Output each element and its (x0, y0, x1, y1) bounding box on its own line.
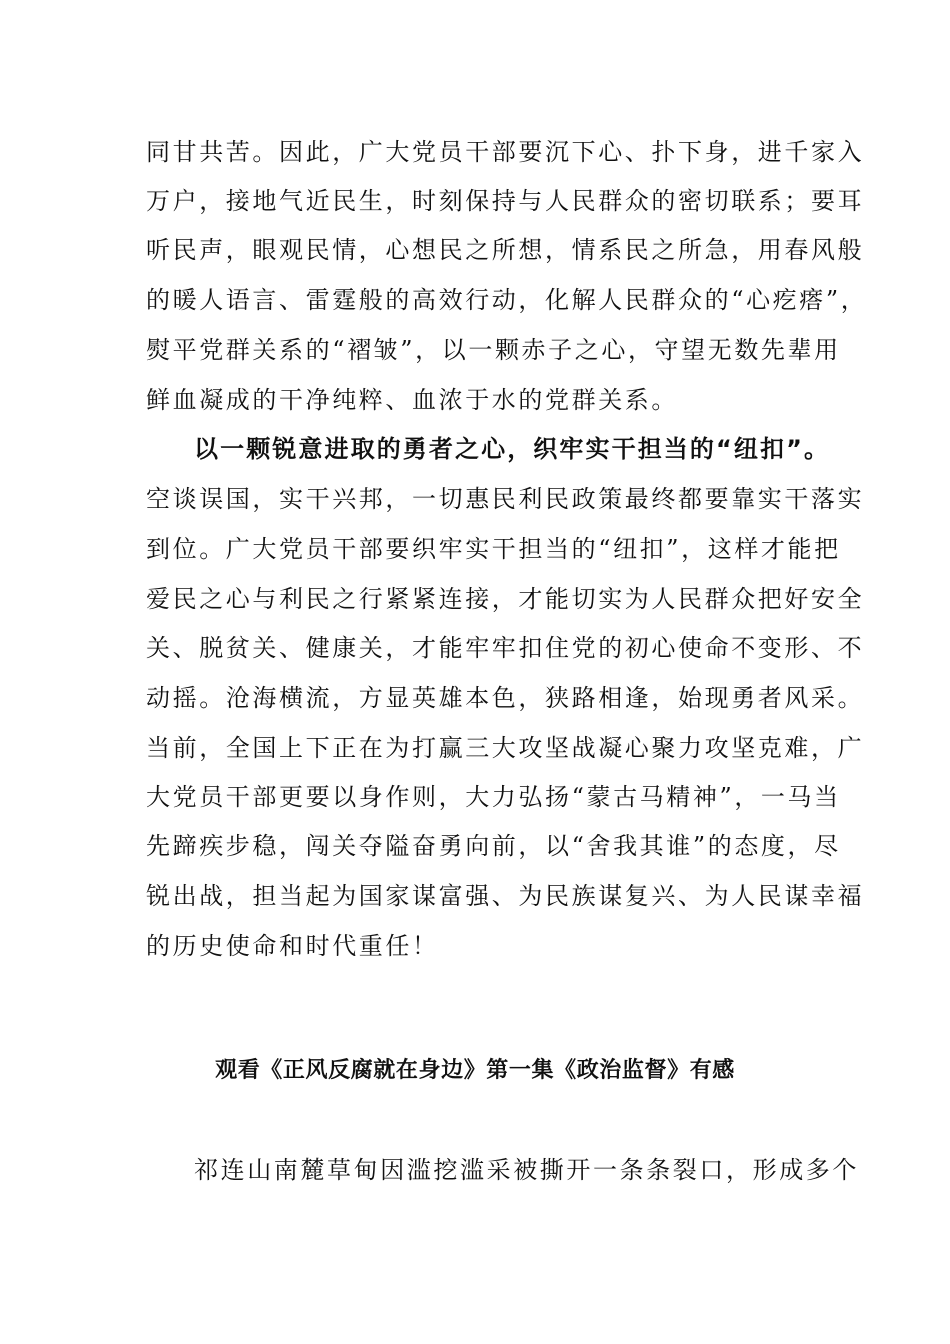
paragraph-2-line-9: 锐出战，担当起为国家谋富强、为民族谋复兴、为人民谋幸福 (146, 882, 865, 910)
paragraph-2-line-2: 到位。广大党员干部要织牢实干担当的“纽扣”，这样才能把 (146, 535, 841, 563)
paragraph-2-line-8: 先蹄疾步稳，闯关夺隘奋勇向前，以“舍我其谁”的态度，尽 (146, 832, 841, 860)
paragraph-1-line-4: 的暖人语言、雷霆般的高效行动，化解人民群众的“心疙瘩”， (146, 286, 868, 314)
article-first-line: 祁连山南麓草甸因滥挖滥采被撕开一条条裂口，形成多个 (194, 1156, 859, 1184)
paragraph-2-line-5: 动摇。沧海横流，方显英雄本色，狭路相逢，始现勇者风采。 (146, 684, 865, 712)
paragraph-2-line-1: 空谈误国，实干兴邦，一切惠民利民政策最终都要靠实干落实 (146, 485, 865, 513)
paragraph-1-line-3: 听民声，眼观民情，心想民之所想，情系民之所急，用春风般 (146, 236, 865, 264)
paragraph-2-heading: 以一颗锐意进取的勇者之心，织牢实干担当的“纽扣”。 (194, 435, 831, 463)
paragraph-1-line-1: 同甘共苦。因此，广大党员干部要沉下心、扑下身，进千家入 (146, 138, 865, 166)
paragraph-1-line-6: 鲜血凝成的干净纯粹、血浓于水的党群关系。 (146, 386, 678, 414)
paragraph-2-line-10: 的历史使命和时代重任！ (146, 932, 439, 960)
paragraph-1-line-2: 万户，接地气近民生，时刻保持与人民群众的密切联系；要耳 (146, 187, 865, 215)
paragraph-2-line-3: 爱民之心与利民之行紧紧连接，才能切实为人民群众把好安全 (146, 585, 865, 613)
paragraph-2-line-7: 大党员干部更要以身作则，大力弘扬“蒙古马精神”，一马当 (146, 783, 841, 811)
paragraph-1-line-5: 熨平党群关系的“褶皱”，以一颗赤子之心，守望无数先辈用 (146, 336, 841, 364)
paragraph-2-line-6: 当前，全国上下正在为打赢三大攻坚战凝心聚力攻坚克难，广 (146, 734, 865, 762)
paragraph-2-line-4: 关、脱贫关、健康关，才能牢牢扣住党的初心使命不变形、不 (146, 634, 865, 662)
article-title: 观看《正风反腐就在身边》第一集《政治监督》有感 (215, 1058, 735, 1083)
